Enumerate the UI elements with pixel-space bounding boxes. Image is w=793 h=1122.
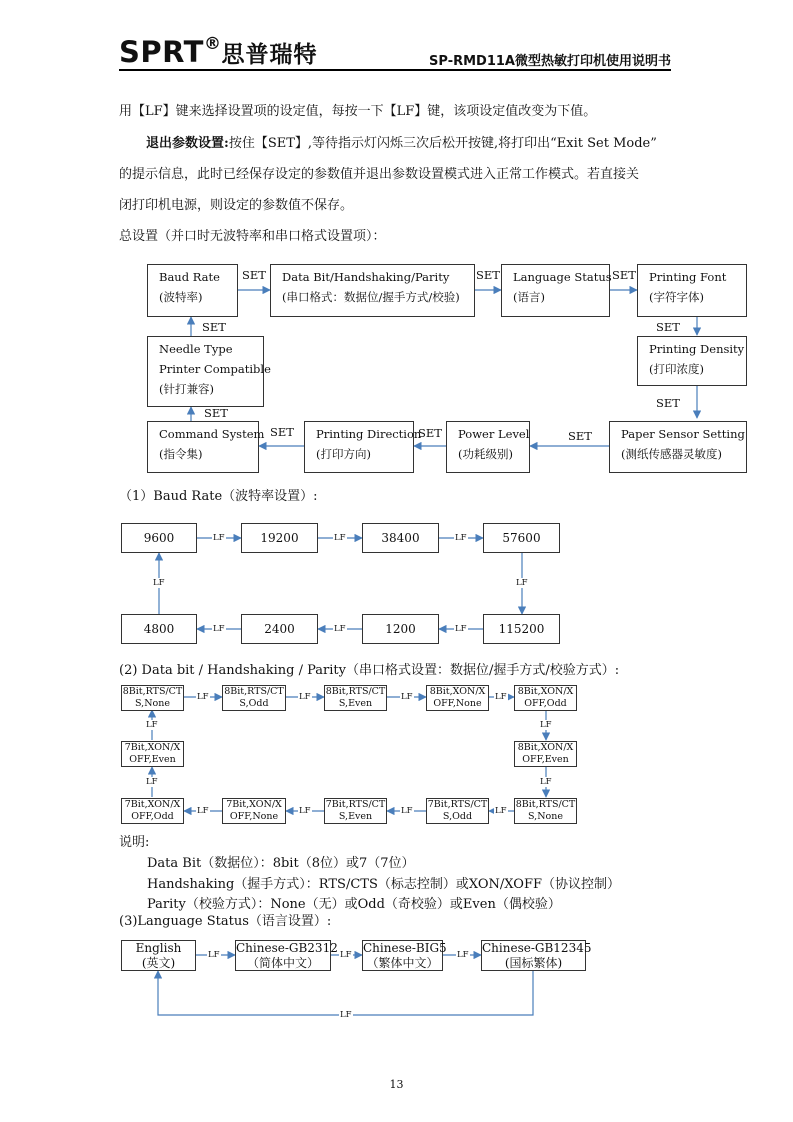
box-label-cn: (字符字体) bbox=[649, 290, 704, 304]
lf-label: LF bbox=[340, 950, 352, 960]
set-label: SET bbox=[612, 268, 636, 282]
language-option-gb12345: Chinese-GB12345 (国标繁体) bbox=[482, 941, 592, 970]
logo-registered-mark: ® bbox=[203, 34, 222, 54]
box-label: Data Bit/Handshaking/Parity bbox=[282, 270, 450, 284]
databit-option: 8Bit,RTS/CT S,Even bbox=[325, 686, 386, 709]
set-label: SET bbox=[568, 429, 592, 443]
databit-option: 7Bit,XON/X OFF,Even bbox=[121, 741, 184, 767]
baud-option-4800: 4800 bbox=[121, 614, 197, 644]
lf-label: LF bbox=[495, 806, 507, 816]
box-label: Power Level bbox=[458, 427, 530, 441]
set-label: SET bbox=[242, 268, 266, 282]
note-data-bit: Data Bit（数据位）：8bit（8位）或7（7位） bbox=[147, 856, 415, 871]
flow-box-printing-direction bbox=[304, 421, 422, 473]
baud-rate-heading: （1）Baud Rate（波特率设置）: bbox=[119, 489, 318, 504]
lf-label: LF bbox=[334, 624, 346, 634]
notes-title: 说明: bbox=[119, 835, 150, 850]
box-label: Paper Sensor Setting bbox=[621, 427, 745, 441]
language-heading: (3)Language Status（语言设置）: bbox=[119, 914, 332, 929]
box-label-cn: (测纸传感器灵敏度) bbox=[621, 447, 722, 461]
set-label: SET bbox=[270, 425, 294, 439]
box-label-cn: (功耗级别) bbox=[458, 447, 513, 461]
baud-option-57600: 57600 bbox=[483, 523, 560, 553]
lf-label: LF bbox=[540, 720, 552, 730]
lf-label: LF bbox=[540, 777, 552, 787]
lf-label: LF bbox=[146, 720, 158, 730]
set-label: SET bbox=[656, 396, 680, 410]
flow-box-printing-density bbox=[637, 336, 747, 386]
logo-chinese-name: 思普瑞特 bbox=[221, 42, 318, 68]
set-label: SET bbox=[202, 320, 226, 334]
box-label: Language Status bbox=[513, 270, 612, 284]
databit-option: 7Bit,RTS/CT S,Even bbox=[325, 799, 386, 822]
baud-option-2400: 2400 bbox=[241, 614, 318, 644]
lf-label: LF bbox=[401, 806, 413, 816]
box-label: Baud Rate bbox=[159, 270, 220, 284]
box-label-cn: (语言) bbox=[513, 290, 545, 304]
lf-label: LF bbox=[516, 578, 528, 588]
lf-label: LF bbox=[299, 806, 311, 816]
flow-box-baud-rate bbox=[147, 264, 238, 317]
databit-option: 8Bit,RTS/CT S,None bbox=[122, 686, 183, 709]
note-parity: Parity（校验方式）：None（无）或Odd（奇校验）或Even（偶校验） bbox=[147, 897, 561, 912]
language-option-english: English (英文) bbox=[121, 940, 196, 971]
box-label: Needle Type bbox=[159, 342, 233, 356]
flow-box-needle-type bbox=[147, 336, 271, 407]
logo-text: SPRT bbox=[119, 35, 204, 69]
databit-option: 8Bit,XON/X OFF,Odd bbox=[514, 685, 577, 711]
flow-box-data-bit bbox=[270, 264, 475, 317]
page-number: 13 bbox=[389, 1078, 404, 1091]
databit-option: 8Bit,RTS/CT S,Odd bbox=[222, 685, 286, 711]
lf-label: LF bbox=[153, 578, 165, 588]
data-bit-heading: (2) Data bit / Handshaking / Parity（串口格式设置：数据位/握手方式/校验方式）: bbox=[119, 663, 620, 678]
box-label-cn: (打印浓度) bbox=[649, 362, 704, 376]
intro-line-3: 的提示信息，此时已经保存设定的参数值并退出参数设置模式进入正常工作模式。若直接关 bbox=[119, 167, 640, 182]
databit-option: 8Bit,RTS/CT S,None bbox=[515, 799, 576, 822]
lf-label: LF bbox=[197, 692, 209, 702]
flow-box-paper-sensor bbox=[609, 421, 747, 473]
exit-setting-text: 按住【SET】,等待指示灯闪烁三次后松开按键,将打印出“Exit Set Mode” bbox=[228, 136, 657, 151]
language-option-big5: Chinese-BIG5 （繁体中文） bbox=[363, 941, 447, 970]
set-label: SET bbox=[204, 406, 228, 420]
intro-line-4: 闭打印机电源，则设定的参数值不保存。 bbox=[119, 198, 354, 213]
baud-option-115200: 115200 bbox=[483, 614, 560, 644]
databit-option: 7Bit,XON/X OFF,Odd bbox=[121, 798, 184, 824]
lf-label: LF bbox=[340, 1010, 352, 1020]
document-title: SP-RMD11A微型热敏打印机使用说明书 bbox=[429, 54, 671, 69]
databit-option: 7Bit,XON/X OFF,None bbox=[222, 798, 286, 824]
databit-option: 7Bit,RTS/CT S,Odd bbox=[427, 799, 488, 822]
flow-box-language bbox=[501, 264, 610, 317]
set-label: SET bbox=[418, 426, 442, 440]
box-label-2: Printer Compatible bbox=[159, 362, 271, 376]
lf-label: LF bbox=[334, 533, 346, 543]
note-handshaking: Handshaking（握手方式）：RTS/CTS（标志控制）或XON/XOFF（协议控制） bbox=[147, 877, 621, 892]
lf-label: LF bbox=[455, 624, 467, 634]
box-label: Printing Direction bbox=[316, 427, 422, 441]
flow-box-printing-font bbox=[637, 264, 747, 317]
box-label-cn: (波特率) bbox=[159, 290, 203, 304]
intro-line-lf: 用【LF】键来选择设置项的设定值，每按一下【LF】键，该项设定值改变为下值。 bbox=[119, 104, 597, 119]
box-label-cn: (串口格式：数据位/握手方式/校验) bbox=[282, 290, 460, 304]
databit-option: 8Bit,XON/X OFF,Even bbox=[514, 741, 577, 767]
flow-box-command-system bbox=[147, 421, 265, 473]
baud-option-1200: 1200 bbox=[362, 614, 439, 644]
language-option-gb2312: Chinese-GB2312 （简体中文） bbox=[236, 941, 338, 970]
lf-label: LF bbox=[208, 950, 220, 960]
set-label: SET bbox=[476, 268, 500, 282]
box-label-cn: (指令集) bbox=[159, 447, 203, 461]
lf-label: LF bbox=[401, 692, 413, 702]
exit-setting-heading: 退出参数设置: bbox=[146, 136, 229, 151]
overall-settings-heading: 总设置（并口时无波特率和串口格式设置项）： bbox=[119, 229, 386, 244]
lf-label: LF bbox=[457, 950, 469, 960]
flow-box-power-level bbox=[446, 421, 530, 473]
baud-option-19200: 19200 bbox=[241, 523, 318, 553]
box-label: Printing Font bbox=[649, 270, 727, 284]
baud-option-38400: 38400 bbox=[362, 523, 439, 553]
lf-label: LF bbox=[299, 692, 311, 702]
box-label: Command System bbox=[159, 427, 265, 441]
box-label: Printing Density bbox=[649, 342, 745, 356]
databit-option: 8Bit,XON/X OFF,None bbox=[426, 685, 489, 711]
lf-label: LF bbox=[455, 533, 467, 543]
box-label-cn: (针打兼容) bbox=[159, 382, 214, 396]
lf-label: LF bbox=[495, 692, 507, 702]
set-label: SET bbox=[656, 320, 680, 334]
lf-label: LF bbox=[146, 777, 158, 787]
lf-label: LF bbox=[213, 533, 225, 543]
lf-label: LF bbox=[213, 624, 225, 634]
lf-label: LF bbox=[197, 806, 209, 816]
baud-option-9600: 9600 bbox=[121, 523, 197, 553]
box-label-cn: (打印方向) bbox=[316, 447, 371, 461]
